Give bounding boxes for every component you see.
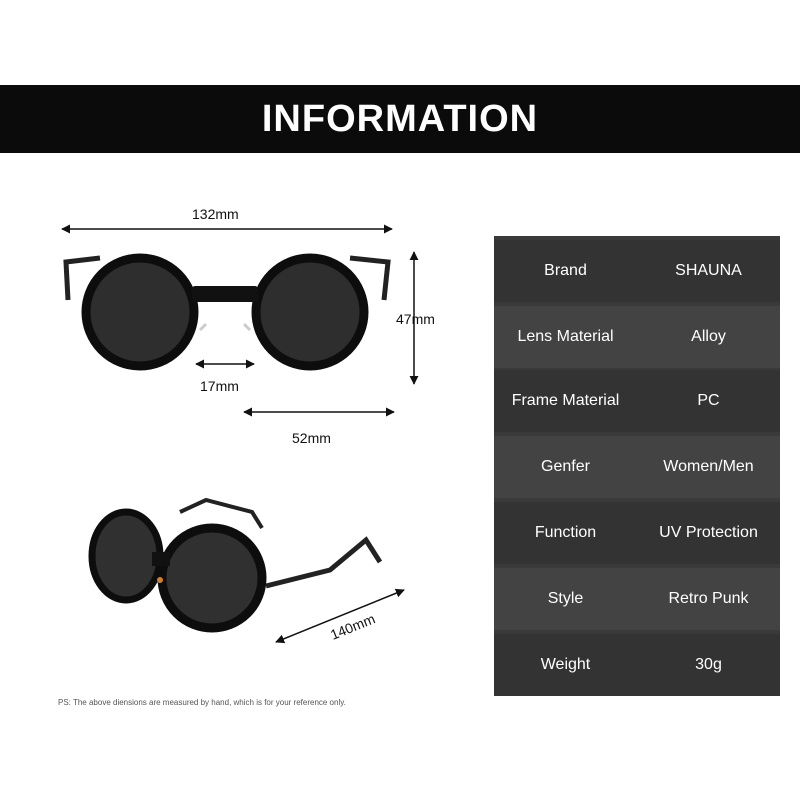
far-lens: [92, 512, 160, 600]
spec-label: Function: [534, 524, 597, 541]
spec-label: Style: [547, 590, 584, 607]
spec-row-function: [494, 502, 780, 564]
spec-label: Frame Material: [511, 392, 620, 409]
total-width-label: 132mm: [192, 206, 239, 222]
banner-title: INFORMATION: [261, 97, 539, 140]
spec-row-lens-material: [494, 306, 780, 368]
spec-table: [494, 236, 780, 696]
spec-label: Genfer: [541, 458, 590, 475]
lens-width-label: 52mm: [292, 430, 331, 446]
spec-label: Brand: [544, 262, 587, 279]
spec-value: SHAUNA: [675, 262, 742, 279]
spec-value: PC: [697, 392, 720, 409]
spec-value: Women/Men: [663, 458, 754, 475]
far-temple: [180, 500, 262, 528]
spec-row-brand: [494, 240, 780, 302]
temple-length-label: 140mm: [328, 610, 378, 643]
spec-value: Retro Punk: [668, 590, 749, 607]
lens-height-label: 47mm: [396, 311, 435, 327]
bridge-label: 17mm: [200, 378, 239, 394]
spec-value: UV Protection: [659, 524, 758, 541]
spec-row-gender: [494, 436, 780, 498]
spec-row-weight: [494, 634, 780, 696]
spec-value: 30g: [695, 656, 722, 673]
spec-label: Weight: [540, 656, 591, 673]
measurement-note: PS: The above diensions are measured by hand, which is for your reference only.: [58, 698, 346, 707]
spec-label: Lens Material: [517, 328, 614, 345]
spec-row-style: [494, 568, 780, 630]
spec-value: Alloy: [691, 328, 726, 345]
spec-row-frame-material: [494, 370, 780, 432]
near-temple: [266, 540, 380, 586]
near-lens: [162, 528, 262, 628]
